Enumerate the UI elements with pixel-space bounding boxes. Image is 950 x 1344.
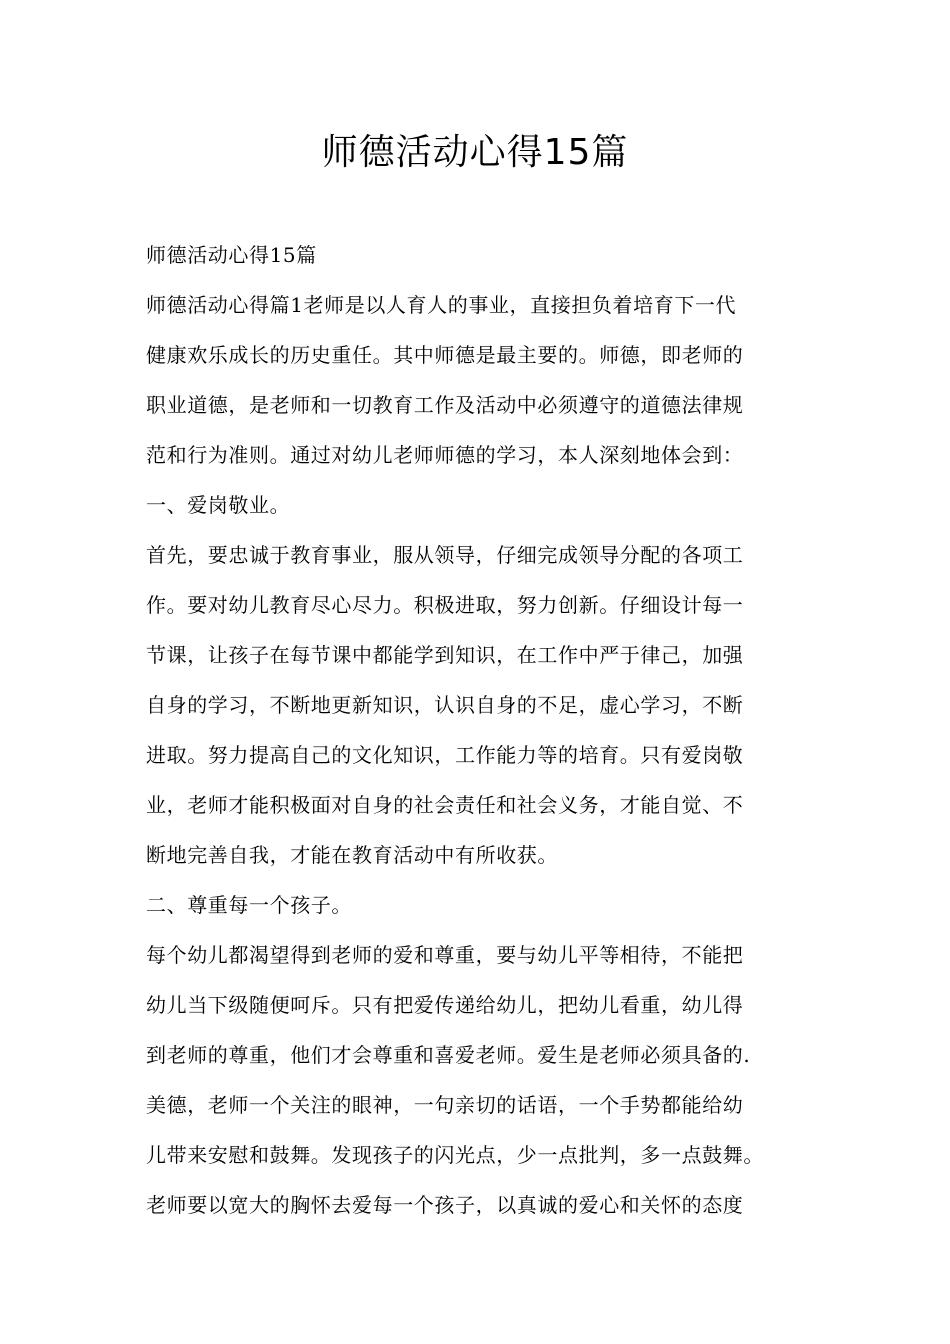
document-body xyxy=(146,230,816,1230)
body-line: 范和行为准则。通过对幼儿老师师德的学习，本人深刻地体会到： xyxy=(146,443,744,467)
body-line: 进取。努力提高自己的文化知识，工作能力等的培育。只有爱岗敬 xyxy=(146,743,744,767)
body-line: 儿带来安慰和鼓舞。发现孩子的闪光点，少一点批判，多一点鼓舞。 xyxy=(146,1143,764,1167)
body-line: 自身的学习，不断地更新知识，认识自身的不足，虚心学习，不断 xyxy=(146,693,744,717)
body-line: 断地完善自我，才能在教育活动中有所收获。 xyxy=(146,843,558,867)
body-line: 作。要对幼儿教育尽心尽力。积极进取，努力创新。仔细设计每一 xyxy=(146,593,744,617)
body-line: 节课，让孩子在每节课中都能学到知识，在工作中严于律己，加强 xyxy=(146,643,744,667)
body-line: 业，老师才能积极面对自身的社会责任和社会义务，才能自觉、不 xyxy=(146,793,744,817)
body-line: 每个幼儿都渴望得到老师的爱和尊重，要与幼儿平等相待，不能把 xyxy=(146,943,744,967)
body-line: 职业道德，是老师和一切教育工作及活动中必须遵守的道德法律规 xyxy=(146,393,744,417)
body-line: 师德活动心得篇1老师是以人育人的事业，直接担负着培育下一代 xyxy=(146,293,737,317)
body-line: 幼儿当下级随便呵斥。只有把爱传递给幼儿，把幼儿看重，幼儿得 xyxy=(146,993,744,1017)
body-line: 健康欢乐成长的历史重任。其中师德是最主要的。师德，即老师的 xyxy=(146,343,744,367)
body-line: 美德，老师一个关注的眼神，一句亲切的话语，一个手势都能给幼 xyxy=(146,1093,744,1117)
body-line: 到老师的尊重，他们才会尊重和喜爱老师。爱生是老师必须具备的. xyxy=(146,1043,751,1067)
page-title: 师德活动心得15篇 xyxy=(321,132,629,173)
section-heading: 一、爱岗敬业。 xyxy=(146,493,291,517)
section-heading: 二、尊重每一个孩子。 xyxy=(146,893,352,917)
body-line: 师德活动心得15篇 xyxy=(146,243,317,267)
body-line: 老师要以宽大的胸怀去爱每一个孩子，以真诚的爱心和关怀的态度 xyxy=(146,1193,744,1217)
body-line: 首先，要忠诚于教育事业，服从领导，仔细完成领导分配的各项工 xyxy=(146,543,744,567)
